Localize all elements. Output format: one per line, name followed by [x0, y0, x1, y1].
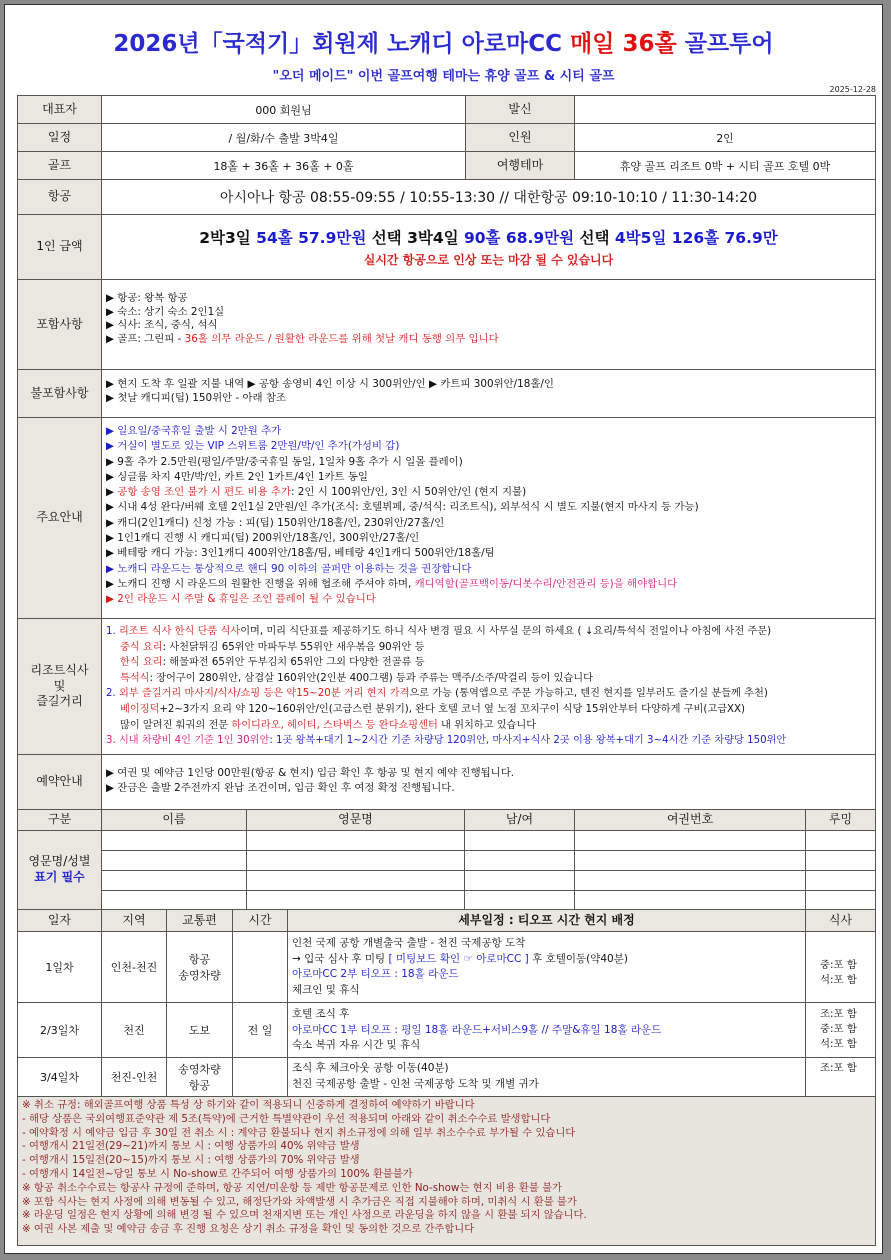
title-highlight: 매일 36홀 [570, 31, 677, 57]
passenger-cell[interactable] [574, 870, 806, 891]
itin-header-time: 시간 [232, 909, 288, 932]
itin-day2-day: 2/3일차 [17, 1002, 102, 1058]
included-label: 포함사항 [17, 279, 102, 370]
itin-day1-time [232, 931, 288, 1003]
passenger-header-sex: 남/여 [464, 809, 575, 831]
passenger-cell[interactable] [101, 830, 247, 851]
booking-content: ▶ 여권 및 예약금 1인당 00만원(항공 & 현지) 입금 확인 후 항공 및 현지 예약 진행됩니다. ▶ 잔금은 출발 2주전까지 완납 조건이며, 입금 확인 후 여정 확정 진행됩니다. [101, 754, 876, 810]
itin-day3-day: 3/4일차 [17, 1057, 102, 1097]
notice-content: ▶ 일요일/중국휴일 출발 시 2만원 추가 ▶ 거실이 별도로 있는 VIP 스위트룸 2만원/박/인 추가(가성비 갑) ▶ 9홀 추가 2.5만원(평일/주말/중국휴일 동일, 1일차 9홀 추가 시 일몰 플레이) ▶ 싱글룸 차지 4만/박/인, 카트 2인 1카트/4인 1카트 동일 ▶ 공항 송영 조인 불가 시 편도 비용 추가: 2인 시 100위안/인, 3인 시 50위안/인 (현지 지불) ▶ 시내 4성 완다/버웨 호텔 2인1실 2만원/인 추가(조식: 호텔뷔페, 중/석식: 리조트식), 외부석식 시 별도 지불(현지 마사지 등 가능) ▶ 캐디(2인1캐디) 신청 가능 : 피(팁) 150위안/18홀/인, 230위안/27홀/인 ▶ 1인1캐디 진행 시 캐디피(팁) 200위안/18홀/인, 300위안/27홀/인 ▶ 베테랑 캐디 가능: 3인1캐디 400위안/18홀/팀, 베테랑 4인1캐디 500위안/18홀/팀 ▶ 노캐디 라운드는 통상적으로 핸디 90 이하의 골퍼만 이용하는 것을 권장합니다 ▶ 노캐디 진행 시 라운드의 원활한 진행을 위해 협조해 주셔야 하며, 캐디역할(골프백이동/디봇수리/안전관리 등)을 해야합니다 ▶ 2인 라운드 시 주말 & 휴일은 조인 플레이 될 수 있습니다 [101, 417, 876, 619]
schedule-label: 일정 [17, 123, 102, 152]
itin-header-region: 지역 [101, 909, 167, 932]
notice-label: 주요안내 [17, 417, 102, 619]
passenger-cell[interactable] [464, 830, 575, 851]
people-label: 인원 [465, 123, 575, 152]
itin-day3-region: 천진-인천 [101, 1057, 167, 1097]
golf-label: 골프 [17, 151, 102, 180]
golf-value: 18홀 + 36홀 + 36홀 + 0홀 [101, 151, 466, 180]
schedule-value: / 월/화/수 출발 3박4일 [101, 123, 466, 152]
rep-label: 대표자 [17, 95, 102, 124]
itin-header-day: 일자 [17, 909, 102, 932]
itin-day1-region: 인천-천진 [101, 931, 167, 1003]
passenger-cell[interactable] [464, 870, 575, 891]
passenger-cell[interactable] [574, 830, 806, 851]
passenger-cell[interactable] [101, 870, 247, 891]
passenger-header-name: 이름 [101, 809, 247, 831]
itin-day2-detail: 호텔 조식 후 아로마CC 1부 티오프 : 평일 18홀 라운드+서비스9홀 // 주말&휴일 18홀 라운드 숙소 복귀 자유 시간 및 휴식 [287, 1002, 806, 1058]
booking-label: 예약안내 [17, 754, 102, 810]
resort-content: 1. 리조트 식사 한식 단품 식사이며, 미리 식단표를 제공하기도 하니 식사 변경 필요 시 사무실 문의 하세요 ( ↓요리/특석식 전일이나 아침에 사전 주문) 중식 요리: 사천닭튀김 65위안 마파두부 55위안 새우볶음 90위안 등 한식 요리: 해물파전 65위안 두부김치 65위안 그외 다양한 전골류 등 특석식: 장어구이 280위안, 삼겹살 160위안(2인분 400그램) 등과 주류는 맥주/소주/막걸리 등이 있습니다 2. 외부 즐길거리 마사지/식사/쇼핑 등은 약15~20분 거리 현지 가격으로 가능 (통역앱으로 주문 가능하고, 텐진 현지를 일부러도 즐기실 분들께 추천) 베이징덕+2~3가지 요리 약 120~160위안/인(고급스런 분위기), 완다 호텔 코너 옆 노점 꼬치구이 식당 15위안부터 다양하게 구비(고급XX) 많이 알려진 훠궈의 전문 하이디라오, 헤이티, 스타벅스 등 완다쇼핑센터 내 위치하고 있습니다 3. 시내 차량비 4인 기준 1인 30위안: 1곳 왕복+대기 1~2시간 기준 차량당 120위안, 마사지+식사 2곳 이용 왕복+대기 3~4시간 기준 차량당 150위안 [101, 618, 876, 755]
quotation-document [4, 4, 883, 1254]
passenger-cell[interactable] [574, 850, 806, 871]
itin-day3-transport: 송영차량 항공 [166, 1057, 233, 1097]
excluded-label: 불포함사항 [17, 369, 102, 418]
itin-day1-day: 1일차 [17, 931, 102, 1003]
itin-day3-detail: 조식 후 체크아웃 공항 이동(40분) 천진 국제공항 출발 - 인천 국제공항 도착 및 개별 귀가 [287, 1057, 806, 1097]
air-value: 아시아나 항공 08:55-09:55 / 10:55-13:30 // 대한항공 09:10-10:10 / 11:30-14:20 [101, 179, 876, 215]
itin-day1-transport: 항공 송영차량 [166, 931, 233, 1003]
passenger-cell[interactable] [101, 850, 247, 871]
passenger-cell[interactable] [246, 850, 465, 871]
people-value: 2인 [574, 123, 876, 152]
resort-label: 리조트식사 및 즐길거리 [17, 618, 102, 755]
itin-header-transport: 교통편 [166, 909, 233, 932]
itin-header-detail: 세부일정 : 티오프 시간 현지 배정 [287, 909, 806, 932]
passenger-header-passport: 여권번호 [574, 809, 806, 831]
itin-day3-meal: 조:포 함 [805, 1057, 876, 1097]
itin-header-meal: 식사 [805, 909, 876, 932]
passenger-side-label: 영문명/성별 표기 필수 [17, 830, 102, 910]
passenger-cell[interactable] [246, 830, 465, 851]
passenger-header-div: 구분 [17, 809, 102, 831]
itin-day3-time [232, 1057, 288, 1097]
excluded-content: ▶ 현지 도착 후 일괄 지불 내역 ▶ 공항 송영비 4인 이상 시 300위안/인 ▶ 카트피 300위안/18홀/인 ▶ 첫날 캐디피(팁) 150위안 - 아래 참조 [101, 369, 876, 418]
document-date: 2025-12-28 [829, 85, 876, 94]
price-note: 실시간 항공으로 인상 또는 마감 될 수 있습니다 [363, 253, 614, 267]
passenger-cell[interactable] [246, 890, 465, 910]
passenger-cell[interactable] [464, 890, 575, 910]
theme-label: 여행테마 [465, 151, 575, 180]
page-title: 2026년「국적기」회원제 노캐디 아로마CC 매일 36홀 골프투어 [113, 31, 774, 57]
rep-value: 000 회원님 [101, 95, 466, 124]
passenger-cell[interactable] [805, 890, 876, 910]
passenger-grid [101, 830, 876, 910]
sender-value [574, 95, 876, 124]
sender-label: 발신 [465, 95, 575, 124]
included-content: ▶ 항공: 왕복 항공 ▶ 숙소: 상기 숙소 2인1실 ▶ 식사: 조식, 중식, 석식 ▶ 골프: 그린피 - 36홀 의무 라운드 / 원활한 라운드를 위해 첫날 캐디 동행 의무 입니다 [101, 279, 876, 370]
page-subtitle: "오더 메이드" 이번 골프여행 테마는 휴양 골프 & 시티 골프 [272, 69, 615, 84]
passenger-header-room: 루밍 [805, 809, 876, 831]
passenger-cell[interactable] [464, 850, 575, 871]
itin-day2-time: 전 일 [232, 1002, 288, 1058]
cancellation-policy: ※ 취소 규정: 해외골프여행 상품 특성 상 하기와 같이 적용되니 신중하게 결정하여 예약하기 바랍니다 - 해당 상품은 국외여행표준약관 제 5조(특약)에 근거한 특별약관이 우선 적용되며 아래와 같이 취소수수료 발생합니다 - 예약확정 시 예약금 입금 후 30일 전 취소 시 : 계약금 환불되나 현지 취소규정에 의해 일부 취소수수료 부가될 수 있습니다 - 여행개시 21일전(29~21)까지 통보 시 : 여행 상품가의 40% 위약금 발생 - 여행개시 15일전(20~15)까지 통보 시 : 여행 상품가의 70% 위약금 발생 - 여행개시 14일전~당일 통보 시 No-show로 간주되어 여행 상품가의 100% 환불불가 ※ 항공 취소수수료는 항공사 규정에 준하며, 항공 지연/미운항 등 제반 항공문제로 인한 No-show는 현지 비용 환불 불가 ※ 포함 식사는 현지 사정에 의해 변동될 수 있고, 해정단가와 차액발생 시 추가금은 직접 지불해야 하며, 미취식 시 환불 불가 ※ 라운딩 일정은 현지 상황에 의해 변경 될 수 있으며 천재지변 또는 개인 사정으로 라운딩을 하지 않을 시 환불 되지 않습니다. ※ 여권 사본 제출 및 예약금 송금 후 진행 요청은 상기 취소 규정을 확인 및 동의한 것으로 간주합니다 [17, 1096, 876, 1246]
itin-day2-transport: 도보 [166, 1002, 233, 1058]
itin-day2-region: 천진 [101, 1002, 167, 1058]
air-label: 항공 [17, 179, 102, 215]
price-options: 2박3일 54홀 57.9만원 선택 3박4일 90홀 68.9만원 선택 4박5일 126홀 76.9만 [199, 229, 778, 247]
itin-day1-detail: 인천 국제 공항 개별출국 출발 - 천진 국제공항 도착 → 입국 심사 후 미팅 [ 미팅보드 확인 ☞ 아로마CC ] 후 호텔이동(약40분) 아로마CC 2부 티오프 : 18홀 라운드 체크인 및 휴식 [287, 931, 806, 1003]
price-box [101, 214, 876, 280]
passenger-cell[interactable] [805, 870, 876, 891]
itin-day1-meal: 중:포 함 석:포 함 [805, 931, 876, 1003]
passenger-cell[interactable] [805, 850, 876, 871]
passenger-cell[interactable] [574, 890, 806, 910]
passenger-header-eng: 영문명 [246, 809, 465, 831]
theme-value: 휴양 골프 리조트 0박 + 시티 골프 호텔 0박 [574, 151, 876, 180]
passenger-cell[interactable] [805, 830, 876, 851]
price-label: 1인 금액 [17, 214, 102, 280]
passenger-cell[interactable] [246, 870, 465, 891]
passenger-cell[interactable] [101, 890, 247, 910]
itin-day2-meal: 조:포 함 중:포 함 석:포 함 [805, 1002, 876, 1058]
